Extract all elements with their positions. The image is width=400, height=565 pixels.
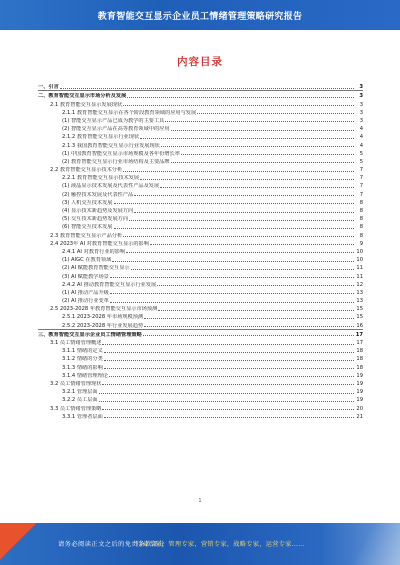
toc-entry[interactable] xyxy=(38,354,363,362)
toc-entry-label: 2.3 教育智能交互显示产品分析 xyxy=(50,232,123,239)
toc-leader-dots xyxy=(102,344,354,345)
toc-entry[interactable] xyxy=(38,280,363,288)
toc-leader-dots xyxy=(110,277,354,278)
toc-entry[interactable] xyxy=(38,296,363,304)
toc-leader-dots xyxy=(104,360,354,361)
toc-entry-label: 2.1 教育智能交互显示发展现状 xyxy=(50,101,123,108)
toc-entry-label: 3.1 员工情绪管理概述 xyxy=(50,340,102,346)
toc-leader-dots xyxy=(144,326,354,327)
toc-entry-page: 19 xyxy=(356,389,363,396)
toc-entry-label: 2.2.1 教育智能交互显示技术发展 xyxy=(62,175,140,182)
toc-entry-page: 5 xyxy=(359,158,363,165)
toc-entry-page: 4 xyxy=(359,126,363,133)
toc-leader-dots xyxy=(143,335,354,336)
toc-entry-page: 21 xyxy=(356,413,363,420)
toc-entry-page: 12 xyxy=(356,281,363,288)
toc-entry-page: 15 xyxy=(356,314,363,321)
toc-entry[interactable] xyxy=(38,320,363,328)
toc-entry-label: 3.2.1 管理层面 xyxy=(62,389,98,396)
toc-entry[interactable] xyxy=(38,271,363,279)
toc-entry-page: 8 xyxy=(359,216,363,223)
toc-entry-label: 三、教育智能交互显示企业员工情绪管理策略 xyxy=(38,331,142,338)
toc-entry-label: 3.2 员工情绪管理现状 xyxy=(50,380,102,387)
toc-entry[interactable] xyxy=(38,263,363,271)
toc-leader-dots xyxy=(131,269,354,270)
toc-entry-label: 2.4 2023年 AI 对教育智能交互显示的影响 xyxy=(50,240,149,247)
toc-entry[interactable] xyxy=(38,140,363,148)
toc-entry[interactable] xyxy=(38,157,363,165)
toc-entry[interactable] xyxy=(38,304,363,312)
toc-entry[interactable] xyxy=(38,214,363,222)
toc-entry[interactable] xyxy=(38,230,363,238)
toc-entry-label: 3.3 员工情绪管理策略 xyxy=(50,405,102,412)
toc-entry[interactable] xyxy=(38,124,363,132)
toc-entry-page: 19 xyxy=(356,397,363,404)
toc-leader-dots xyxy=(112,261,354,262)
toc-entry-label: (3) 人机交互技术发展 xyxy=(62,199,113,206)
toc-leader-dots xyxy=(134,195,354,196)
toc-entry-label: 3.2.2 员工层面 xyxy=(62,397,98,404)
toc-entry-label: (2) 智能交互显示产品在高等教育领域中的应用 xyxy=(62,126,170,133)
toc-entry[interactable] xyxy=(38,116,363,124)
toc-entry-label: (3) AI 赋能教学场景 xyxy=(62,273,109,280)
toc-entry[interactable] xyxy=(38,412,363,420)
toc-entry-page: 18 xyxy=(356,364,363,371)
toc-leader-dots xyxy=(126,252,354,253)
toc-leader-dots xyxy=(102,384,354,385)
toc-leader-dots xyxy=(160,187,354,188)
toc-entry-label: (1) 液晶显示技术发展及代表性产品及发展 xyxy=(62,183,160,190)
toc-entry-label: 二、教育智能交互显示市场分析及发展 xyxy=(38,93,127,100)
toc-entry-label: (2) AI 推动行业变革 xyxy=(62,298,109,305)
toc-leader-dots xyxy=(140,138,354,139)
toc-entry-page: 15 xyxy=(356,306,363,313)
toc-entry-page: 4 xyxy=(359,142,363,149)
toc-leader-dots xyxy=(134,212,354,213)
toc-entry-page: 9 xyxy=(359,240,363,247)
toc-leader-dots xyxy=(161,146,354,147)
toc-leader-dots xyxy=(171,162,354,163)
toc-entry-page: 10 xyxy=(356,257,363,264)
toc-entry-page: 7 xyxy=(359,167,363,174)
toc-entry[interactable] xyxy=(38,132,363,140)
toc-entry-label: 3.1.3 情绪的影响 xyxy=(62,364,103,371)
toc-entry-label: (4) 显示技术新趋势及发展方向 xyxy=(62,208,134,214)
toc-entry-page: 16 xyxy=(356,322,363,329)
report-footer xyxy=(0,523,400,565)
toc-leader-dots xyxy=(158,310,354,311)
toc-leader-dots xyxy=(114,228,355,229)
toc-entry[interactable] xyxy=(38,247,363,255)
toc-entry[interactable] xyxy=(38,346,363,354)
toc-entry-label: 2.4.1 AI 对教育行业的影响 xyxy=(62,248,126,255)
footer-disclaimer: 请务必阅读正文之后的免责条款部分 xyxy=(58,541,165,548)
toc-leader-dots xyxy=(104,352,354,353)
toc-entry[interactable] xyxy=(38,165,363,173)
toc-leader-dots xyxy=(102,409,354,410)
toc-entry[interactable] xyxy=(38,379,363,387)
toc-leader-dots xyxy=(114,203,355,204)
toc-entry[interactable] xyxy=(38,222,363,230)
toc-entry-page: 20 xyxy=(356,405,363,412)
toc-leader-dots xyxy=(127,97,354,98)
toc-entry-page: 19 xyxy=(356,372,363,379)
toc-entry-label: 3.1.2 情绪的分类 xyxy=(62,356,103,363)
toc-leader-dots xyxy=(197,113,354,114)
page-number: 1 xyxy=(198,498,202,504)
toc-entry-page: 17 xyxy=(356,340,363,346)
toc-entry-page: 19 xyxy=(356,380,363,387)
toc-entry-label: 2.1.1 教育智能交互显示在各个阶段教育领域的应用与发展 xyxy=(62,109,197,116)
toc-entry-label: 3.1.4 情绪管理理论 xyxy=(62,372,108,379)
toc-entry-page: 18 xyxy=(356,348,363,355)
toc-leader-dots xyxy=(110,302,354,303)
toc-entry-label: 2.1.2 教育智能交互显示行业现状 xyxy=(62,134,140,141)
toc-title: 内容目录 xyxy=(177,56,223,68)
toc-entry[interactable] xyxy=(38,173,363,181)
toc-entry[interactable] xyxy=(38,387,363,395)
toc-leader-dots xyxy=(171,130,354,131)
toc-entry-page: 11 xyxy=(356,273,363,280)
toc-entry-label: (1) AIGC 在教育领域 xyxy=(62,257,112,264)
toc-leader-dots xyxy=(129,220,354,221)
toc-leader-dots xyxy=(123,171,354,172)
toc-leader-dots xyxy=(150,244,354,245)
toc-leader-dots xyxy=(99,393,354,394)
toc-leader-dots xyxy=(110,293,354,294)
toc-entry-page: 8 xyxy=(359,199,363,206)
toc-entry-page: 3 xyxy=(359,117,363,124)
toc-entry-label: 2.1.3 我国教育智能交互显示行业发展现状 xyxy=(62,142,160,149)
toc-entry-label: 3.3.1 管理者层面 xyxy=(62,413,103,420)
toc-entry-page: 8 xyxy=(359,232,363,239)
toc-entry-label: 3.1.1 情绪的定义 xyxy=(62,348,103,355)
toc-leader-dots xyxy=(165,121,354,122)
toc-entry[interactable] xyxy=(38,329,363,338)
toc-entry-page: 11 xyxy=(356,265,363,272)
toc-entry[interactable] xyxy=(38,181,363,189)
toc-entry[interactable] xyxy=(38,288,363,296)
toc-entry-page: 3 xyxy=(359,93,363,100)
toc-entry-page: 8 xyxy=(359,224,363,231)
toc-leader-dots xyxy=(99,401,354,402)
toc-entry[interactable] xyxy=(38,312,363,320)
footer-highlight xyxy=(340,523,400,565)
toc-entry[interactable] xyxy=(38,362,363,370)
toc-entry[interactable] xyxy=(38,99,363,107)
toc-entry-page: 7 xyxy=(359,191,363,198)
toc-leader-dots xyxy=(60,88,354,89)
toc-entry[interactable] xyxy=(38,189,363,197)
toc-entry[interactable] xyxy=(38,371,363,379)
toc-entry-label: (2) AI 赋能教育智能交互显示 xyxy=(62,265,130,272)
toc-entry[interactable] xyxy=(38,206,363,214)
footer-accent-stripe xyxy=(0,523,48,565)
toc-leader-dots xyxy=(140,179,354,180)
footer-expert-list: 行业专家，管理专家，营销专家，战略专家，运营专家…… xyxy=(136,541,305,548)
toc-entry-page: 3 xyxy=(359,101,363,108)
toc-leader-dots xyxy=(104,368,354,369)
toc-entry-label: 2.5.1 2023-2028 年市场规模预测 xyxy=(62,314,144,321)
toc-entry[interactable] xyxy=(38,403,363,411)
toc-leader-dots xyxy=(109,376,354,377)
toc-entry-label: (1) 智能交互显示产品已成为教学的主要工具 xyxy=(62,117,165,124)
toc-entry-label: 2.5 2023-2028 年教育智能交互显示市场预测 xyxy=(50,306,158,313)
toc-entry-page: 8 xyxy=(359,208,363,214)
toc-entry[interactable] xyxy=(38,239,363,247)
toc-entry[interactable] xyxy=(38,149,363,157)
toc-entry-page: 13 xyxy=(356,298,363,305)
toc-entry-page: 3 xyxy=(359,84,363,91)
toc-leader-dots xyxy=(123,236,354,237)
toc-entry[interactable] xyxy=(38,395,363,403)
toc-entry-label: (1) AI 推动产品升级 xyxy=(62,289,109,296)
toc-entry-page: 3 xyxy=(359,109,363,116)
toc-entry[interactable] xyxy=(38,198,363,206)
toc-entry-label: (1) 中国教育智能交互显示市场规模及各年份增长率 xyxy=(62,150,180,157)
toc-leader-dots xyxy=(157,285,354,286)
toc-entry-page: 4 xyxy=(359,134,363,141)
toc-entry-label: (6) 智能交互技术发展 xyxy=(62,224,113,231)
toc-entry[interactable] xyxy=(38,90,363,99)
toc-entry-page: 18 xyxy=(356,356,363,363)
toc-entry[interactable] xyxy=(38,255,363,263)
toc-entry-label: 一、引言 xyxy=(38,84,59,91)
toc-entry-label: 2.2 教育智能交互显示技术分析 xyxy=(50,167,123,174)
report-header xyxy=(0,0,400,30)
report-title: 教育智能交互显示企业员工情绪管理策略研究报告 xyxy=(97,11,303,22)
toc-entry-label: (5) 交互技术新趋势发展方向 xyxy=(62,216,129,223)
toc-entry[interactable] xyxy=(38,108,363,116)
toc-entry[interactable] xyxy=(38,82,363,90)
toc-entry-label: 2.4.2 AI 推动教育智能交互显示行业发展 xyxy=(62,281,157,288)
toc-leader-dots xyxy=(181,154,354,155)
toc-entry-page: 5 xyxy=(359,150,363,157)
toc-leader-dots xyxy=(123,105,354,106)
toc-leader-dots xyxy=(144,318,354,319)
toc-entry-page: 10 xyxy=(356,248,363,255)
toc-leader-dots xyxy=(104,417,354,418)
toc-entry-page: 7 xyxy=(359,183,363,190)
toc-entry-label: 2.5.2 2023-2028 年行业发展趋势 xyxy=(62,322,144,329)
table-of-contents xyxy=(38,82,363,420)
toc-entry-page: 17 xyxy=(355,331,363,338)
toc-entry[interactable] xyxy=(38,338,363,346)
toc-entry-page: 7 xyxy=(359,175,363,182)
toc-entry-label: (2) 触控技术发展及代表性产品 xyxy=(62,191,134,198)
toc-entry-label: (2) 教育智能交互显示行业市场结构及主要品牌 xyxy=(62,158,170,165)
toc-entry-page: 13 xyxy=(356,289,363,296)
